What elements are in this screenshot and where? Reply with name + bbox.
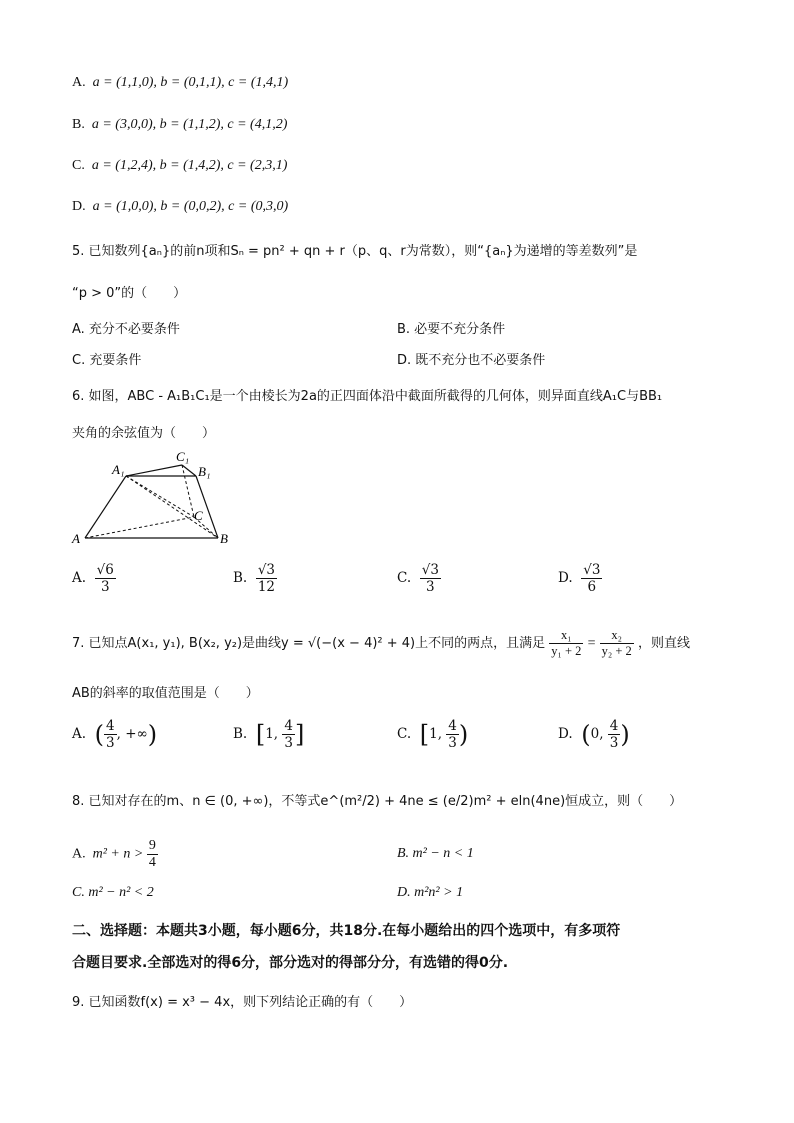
q8-option-b[interactable]: B. m² − n < 1 <box>397 846 474 861</box>
edge-A-C <box>85 517 194 538</box>
q7-stem-line2: AB的斜率的取值范围是（ ） <box>72 686 259 701</box>
label-C1: C₁ <box>176 449 190 464</box>
q4-option-b[interactable]: B. a = (3,0,0), b = (1,1,2), c = (4,1,2) <box>72 117 288 132</box>
q6-option-b[interactable]: B. $\frac{√3}{12}$ <box>233 562 276 595</box>
q5-option-b[interactable]: B. 必要不充分条件 <box>397 322 506 337</box>
edge-C1-B1 <box>182 465 196 476</box>
q7-option-a[interactable]: A. ( $\frac{4}{3}$ , +∞) <box>72 718 158 751</box>
q5-stem-line2: “p > 0”的（ ） <box>72 286 187 301</box>
edge-A1-C <box>126 476 194 517</box>
q8-option-c[interactable]: C. m² − n² < 2 <box>72 885 154 900</box>
q5-option-a[interactable]: A. 充分不必要条件 <box>72 322 180 337</box>
edge-A1-B <box>126 476 218 538</box>
q8-option-a[interactable]: A. m² + n > $\frac{9}{4}$ <box>72 838 156 870</box>
label-C: C <box>194 508 203 523</box>
q5-option-c[interactable]: C. 充要条件 <box>72 353 142 368</box>
q9-stem-line1: 9. 已知函数f(x) = x³ − 4x，则下列结论正确的有（ ） <box>72 995 413 1010</box>
section2-heading-line1: 二、选择题：本题共3小题，每小题6分，共18分.在每小题给出的四个选项中，有多项符 <box>72 923 621 939</box>
q5-stem-line1: 5. 已知数列{aₙ}的前n项和Sₙ = pn² + qn + r（p、q、r为常数），则“{aₙ}为递增的等差数列”是 <box>72 244 638 259</box>
q4-option-a[interactable]: A. a = (1,1,0), b = (0,1,1), c = (1,4,1) <box>72 75 289 90</box>
q6-stem-line2: 夹角的余弦值为（ ） <box>72 426 216 441</box>
q5-option-d[interactable]: D. 既不充分也不必要条件 <box>397 353 546 368</box>
label-A1: A₁ <box>112 462 125 477</box>
q4-option-d[interactable]: D. a = (1,0,0), b = (0,0,2), c = (0,3,0) <box>72 199 289 214</box>
q6-stem-line1: 6. 如图，ABC - A₁B₁C₁是一个由棱长为2a的正四面体沿中截面所截得的几何体，则异面直线A₁C与BB₁ <box>72 389 663 404</box>
q7-option-d[interactable]: D. (0, $\frac{4}{3}$ ) <box>558 718 630 751</box>
q8-option-d[interactable]: D. m²n² > 1 <box>397 885 464 900</box>
q7-stem-line1: 7. 已知点A(x₁, y₁), B(x₂, y₂)是曲线y = √(−(x − 4)² + 4)上不同的两点，且满足 $\frac{\text{x₁}}{\text{y₁ + 2}}$ = $\frac{\text{x₂}}{\text{y₂ + 2}}$ ，则直线 <box>72 628 690 658</box>
q6-option-d[interactable]: D. $\frac{√3}{6}$ <box>558 562 601 595</box>
label-B1: B₁ <box>198 464 211 479</box>
edge-A-A1 <box>85 476 126 538</box>
q8-stem-line1: 8. 已知对存在的m、n ∈ (0, +∞)，不等式e^(m²/2) + 4ne ≤ (e/2)m² + eln(4ne)恒成立，则（ ） <box>72 794 683 809</box>
q6-option-c[interactable]: C. $\frac{√3}{3}$ <box>397 562 439 595</box>
label-A: A <box>72 531 80 546</box>
q6-option-a[interactable]: A. $\frac{√6}{3}$ <box>72 562 114 595</box>
q7-option-b[interactable]: B. [1, $\frac{4}{3}$ ] <box>233 718 305 751</box>
edge-A1-C1 <box>126 465 182 476</box>
q7-option-c[interactable]: C. [1, $\frac{4}{3}$ ) <box>397 718 469 751</box>
section2-heading-line2: 合题目要求.全部选对的得6分，部分选对的得部分分，有选错的得0分. <box>72 955 509 971</box>
label-B: B <box>220 531 228 546</box>
q4-option-c[interactable]: C. a = (1,2,4), b = (1,4,2), c = (2,3,1) <box>72 158 288 173</box>
q6-figure-frustum <box>68 446 238 548</box>
